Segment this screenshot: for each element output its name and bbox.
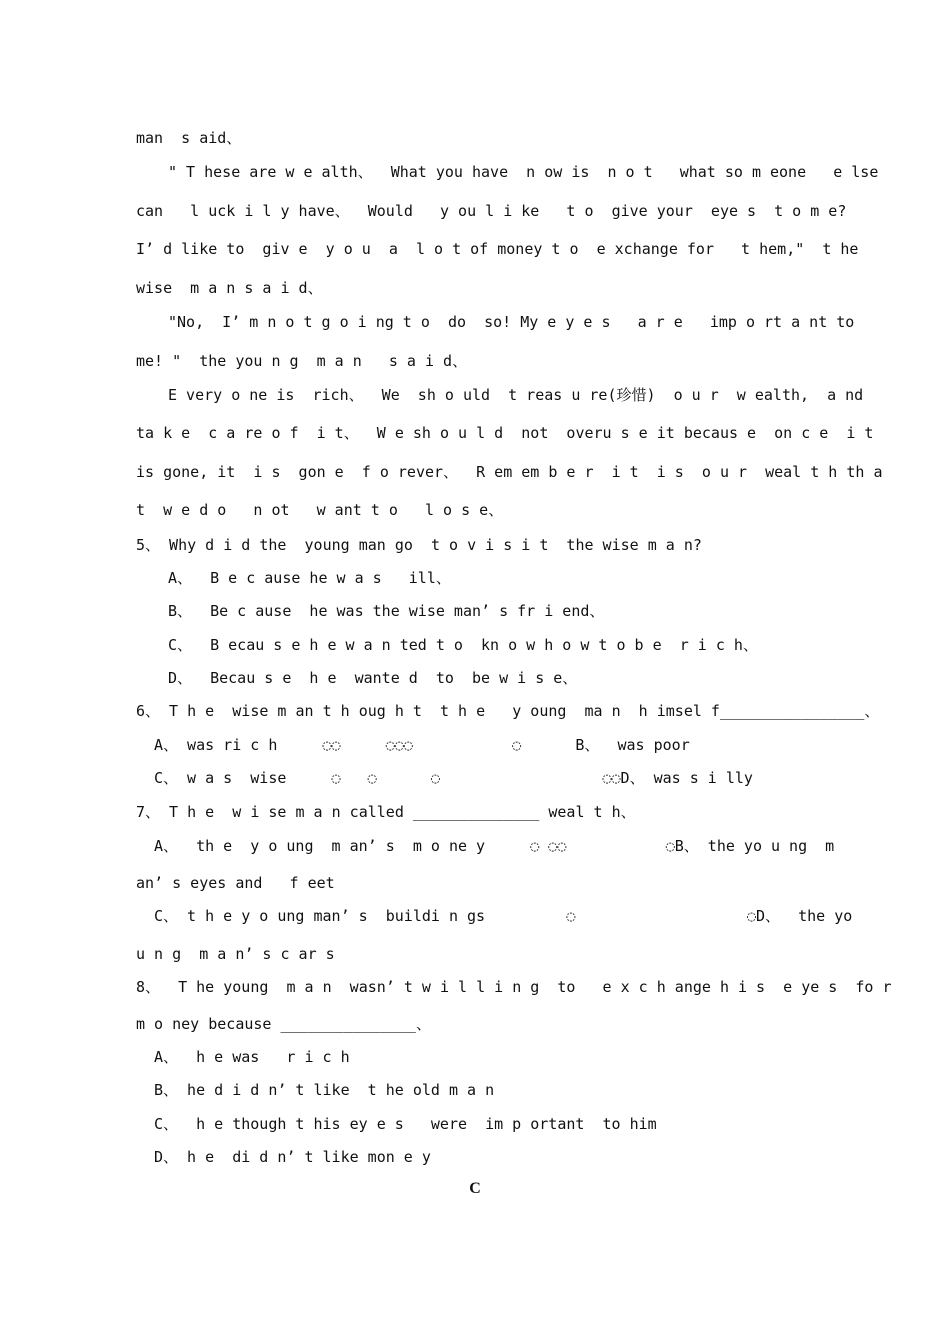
passage-line: ta k e c a re o f i t、 W e sh o u l d not overu s e it becaus e on c e i t xyxy=(136,424,874,442)
passage-line: is gone, it i s gon e f o rever、 R em em b e r i t i s o u r weal t h th a xyxy=(136,463,883,481)
question-5-option-b: B、 Be c ause he was the wise man’ s fr i end、 xyxy=(168,602,605,620)
passage-line: E very o ne is rich、 We sh o uld t reas u re(珍惜) o u r w ealth, a nd xyxy=(168,386,864,404)
question-8-option-a: A、 h e was r i c h xyxy=(154,1048,350,1066)
question-6-options-ab: A、 was ri c h ◌◌ ◌◌◌ ◌ B、 was poor xyxy=(154,736,690,754)
question-6-options-cd: C、 w a s wise ◌ ◌ ◌ ◌◌D、 was s i lly xyxy=(154,769,753,787)
passage-line: I’ d like to giv e y o u a l o t of money t o e xchange for t hem," t he xyxy=(136,240,859,258)
passage-line: " T hese are w e alth、 What you have n ow is n o t what so m eone e lse xyxy=(168,163,879,181)
question-5-option-c: C、 B ecau s e h e w a n ted t o kn o w h o w t o b e r i c h、 xyxy=(168,636,758,654)
question-8-option-c: C、 h e though t his ey e s were im p ortant to him xyxy=(154,1115,657,1133)
section-label: C xyxy=(469,1180,481,1197)
passage-line: man s aid、 xyxy=(136,129,242,147)
question-8-option-b: B、 he d i d n’ t like t he old m a n xyxy=(154,1081,495,1099)
passage-line: can l uck i l y have、 Would y ou l i ke t o give your eye s t o m e? xyxy=(136,202,847,220)
question-5-option-d: D、 Becau s e h e wante d to be w i s e、 xyxy=(168,669,578,687)
question-7-options-ab: A、 th e y o ung m an’ s m o ne y ◌ ◌◌ ◌B、 the yo u ng m xyxy=(154,837,835,855)
question-8-option-d: D、 h e di d n’ t like mon e y xyxy=(154,1148,431,1166)
passage-line: me! " the you n g m a n s a i d、 xyxy=(136,352,468,370)
question-7-options-ab-cont: an’ s eyes and f eet xyxy=(136,874,335,892)
question-8-stem: 8、 T he young m a n wasn’ t w i l l i n g to e x c h ange h i s e ye s fo r xyxy=(136,978,892,996)
question-8-stem-cont: m o ney because _______________、 xyxy=(136,1015,431,1033)
question-5-option-a: A、 B e c ause he w a s ill、 xyxy=(168,569,451,587)
question-7-stem: 7、 T h e w i se m a n called ______________ weal t h、 xyxy=(136,803,636,821)
question-6-stem: 6、 T h e wise m an t h oug h t t h e y oung ma n h imsel f________________、 xyxy=(136,702,880,720)
passage-line: wise m a n s a i d、 xyxy=(136,279,323,297)
question-7-options-cd: C、 t h e y o ung man’ s buildi n gs ◌ ◌D、 the yo xyxy=(154,907,853,925)
passage-line: "No, I’ m n o t g o i ng t o do so! My e y e s a r e imp o rt a nt to xyxy=(168,313,855,331)
passage-line: t w e d o n ot w ant t o l o s e、 xyxy=(136,501,504,519)
question-7-options-cd-cont: u n g m a n’ s c ar s xyxy=(136,945,335,963)
question-5-stem: 5、 Why d i d the young man go t o v i s i t the wise m a n? xyxy=(136,536,702,554)
